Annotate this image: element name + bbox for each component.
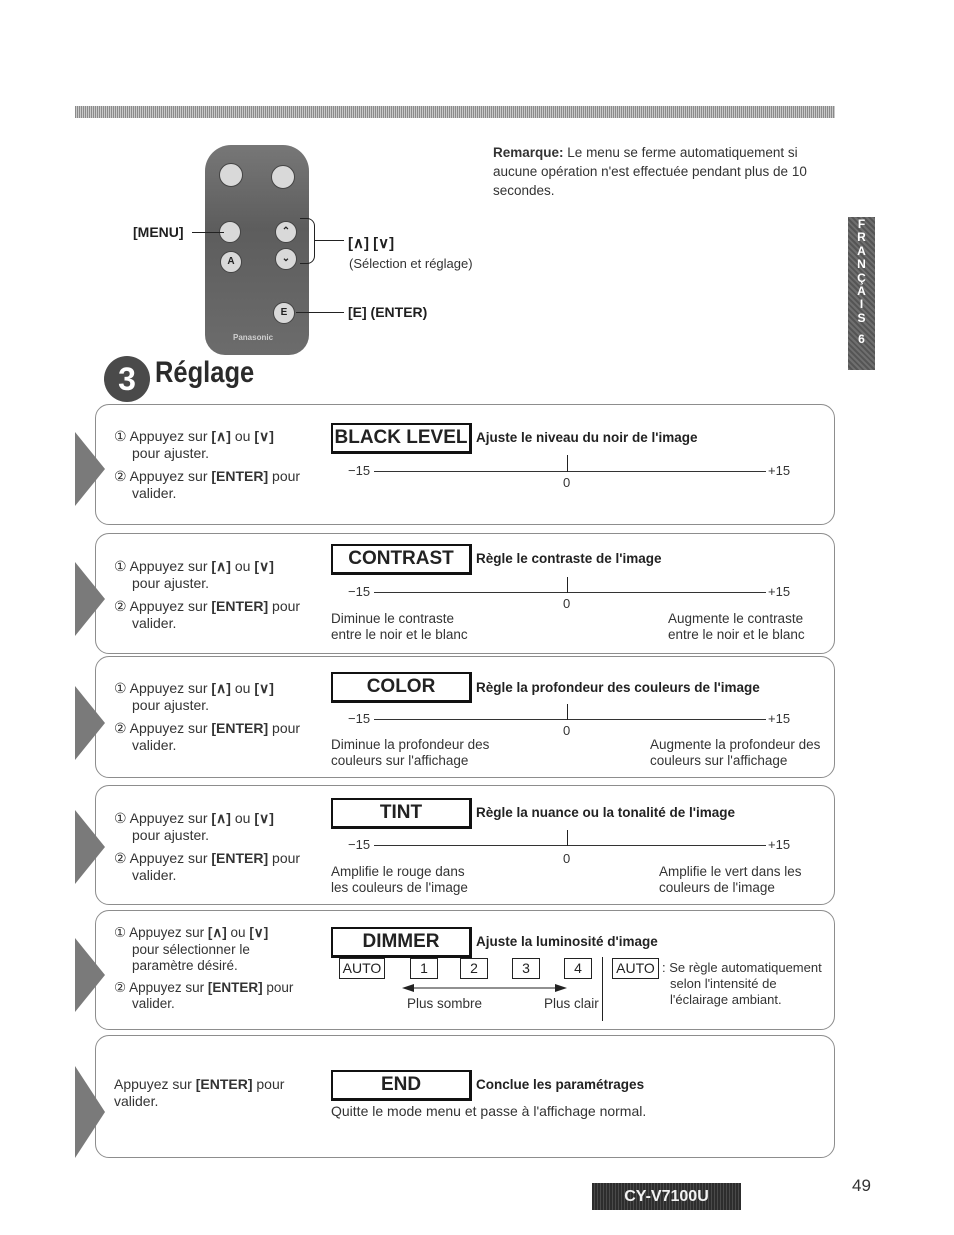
updown-bracket <box>300 218 315 264</box>
end-step-suffix: pour <box>252 1076 285 1092</box>
dimmer-direction-arrow-icon <box>402 982 567 994</box>
step2-prefix: ② Appuyez sur <box>114 468 212 484</box>
key-down: [∨] <box>254 428 274 444</box>
mode-round-button-icon <box>271 165 295 189</box>
model-badge: CY-V7100U <box>592 1183 741 1210</box>
updown-note: (Sélection et réglage) <box>349 256 473 271</box>
key-enter: [ENTER] <box>211 468 269 484</box>
dimmer-desc: Ajuste la luminosité d'image <box>476 934 658 949</box>
tint-left-line2: les couleurs de l'image <box>331 880 468 895</box>
step2-prefix: ② Appuyez sur <box>114 720 212 736</box>
or-text: ou <box>230 558 255 574</box>
tint-left-desc <box>331 864 468 896</box>
side-tab-letter: I <box>859 297 864 312</box>
enter-callout: [E] (ENTER) <box>348 304 428 320</box>
tint-zero-tick <box>567 830 568 846</box>
color-zero-tick <box>567 704 568 720</box>
step2-cont: valider. <box>132 996 175 1011</box>
tint-scale-line <box>374 845 766 846</box>
aspect-button-icon: A <box>220 251 242 273</box>
remark-text: Le menu se ferme automatiquement si aucune opération n'est effectuée pendant plus de 10 secondes. <box>493 145 807 198</box>
key-up: [∧] <box>211 680 231 696</box>
black-level-min: −15 <box>348 463 371 478</box>
dimmer-option-auto: AUTO <box>339 958 385 979</box>
contrast-desc: Règle le contraste de l'image <box>476 551 662 566</box>
side-tab-letter: Ç <box>857 270 866 285</box>
dimmer-option-1: 1 <box>410 958 438 979</box>
step2-suffix: pour <box>268 850 301 866</box>
step2-cont: valider. <box>132 737 177 753</box>
black-level-steps <box>114 428 300 502</box>
side-tab-number: 6 <box>858 332 865 347</box>
dimmer-option-4: 4 <box>564 958 592 979</box>
step-arrow-icon <box>75 938 105 1012</box>
color-desc: Règle la profondeur des couleurs de l'image <box>476 680 760 695</box>
color-max: +15 <box>768 711 791 726</box>
tint-min: −15 <box>348 837 371 852</box>
color-right-line2: couleurs sur l'affichage <box>650 753 788 768</box>
color-zero: 0 <box>563 723 571 738</box>
color-steps <box>114 680 300 754</box>
end-note: Quitte le mode menu et passe à l'affichage normal. <box>331 1103 647 1119</box>
step1-cont: pour ajuster. <box>132 697 210 713</box>
step1-prefix: ① Appuyez sur <box>114 680 212 696</box>
language-side-tab <box>848 217 875 370</box>
menu-callout: [MENU] <box>133 224 184 240</box>
tint-right-desc <box>659 864 802 896</box>
step2-cont: valider. <box>132 867 177 883</box>
color-left-desc <box>331 737 489 769</box>
step-arrow-icon <box>75 686 105 760</box>
key-up: [∧] <box>207 925 227 940</box>
side-tab-letter: A <box>857 243 866 258</box>
step2-cont: valider. <box>132 615 177 631</box>
step1-cont: pour ajuster. <box>132 445 210 461</box>
key-down: [∨] <box>254 558 274 574</box>
dimmer-label: DIMMER <box>331 927 472 958</box>
dimmer-auto-note-line1: : Se règle automatiquement <box>662 960 822 975</box>
step2-prefix: ② Appuyez sur <box>114 979 208 995</box>
color-right-line1: Augmente la profondeur des <box>650 737 821 752</box>
step1-prefix: ① Appuyez sur <box>114 810 212 826</box>
color-right-desc <box>650 737 820 769</box>
step1-prefix: ① Appuyez sur <box>114 428 212 444</box>
contrast-min: −15 <box>348 584 371 599</box>
side-tab-letter: S <box>857 310 866 325</box>
up-button-icon: ⌃ <box>275 221 297 243</box>
contrast-right-desc <box>668 611 805 643</box>
color-left-line1: Diminue la profondeur des <box>331 737 490 752</box>
key-enter: [ENTER] <box>195 1076 253 1092</box>
key-enter: [ENTER] <box>211 720 269 736</box>
step2-cont: valider. <box>132 485 177 501</box>
step2-suffix: pour <box>262 979 294 995</box>
or-text: ou <box>230 428 255 444</box>
remark <box>493 143 823 200</box>
dimmer-auto-box: AUTO <box>612 958 659 979</box>
end-desc: Conclue les paramétrages <box>476 1077 645 1092</box>
dimmer-option-3: 3 <box>512 958 540 979</box>
or-text: ou <box>230 680 255 696</box>
key-down: [∨] <box>249 925 269 940</box>
contrast-left-line1: Diminue le contraste <box>331 611 455 626</box>
tint-right-line2: couleurs de l'image <box>659 880 775 895</box>
tint-left-line1: Amplifie le rouge dans <box>331 864 465 879</box>
color-left-line2: couleurs sur l'affichage <box>331 753 469 768</box>
color-min: −15 <box>348 711 371 726</box>
dimmer-darker: Plus sombre <box>407 996 483 1011</box>
remote-control <box>205 145 309 355</box>
step-arrow-icon <box>75 1066 105 1158</box>
key-down: [∨] <box>254 810 274 826</box>
black-level-label: BLACK LEVEL <box>331 423 472 454</box>
side-tab-letter: F <box>857 217 866 231</box>
section-number-icon: 3 <box>104 356 150 402</box>
key-enter: [ENTER] <box>211 598 269 614</box>
side-tab-letter: N <box>857 257 866 272</box>
end-step-cont: valider. <box>114 1093 159 1109</box>
step-arrow-icon <box>75 432 105 506</box>
side-tab-letter: A <box>857 284 866 299</box>
or-text: ou <box>226 925 250 940</box>
page-number: 49 <box>852 1176 871 1195</box>
tint-steps <box>114 810 300 884</box>
step2-suffix: pour <box>268 598 301 614</box>
contrast-zero: 0 <box>563 596 571 611</box>
menu-leader-line <box>192 232 224 233</box>
key-enter: [ENTER] <box>207 979 263 995</box>
tint-right-line1: Amplifie le vert dans les <box>659 864 802 879</box>
remark-title: Remarque: <box>493 145 564 160</box>
black-level-zero: 0 <box>563 475 571 490</box>
tint-zero: 0 <box>563 851 571 866</box>
step1-prefix: ① Appuyez sur <box>114 558 212 574</box>
side-tab-letter: R <box>857 230 866 245</box>
tint-desc: Règle la nuance ou la tonalité de l'image <box>476 805 736 820</box>
dimmer-auto-note-line3: l'éclairage ambiant. <box>670 992 782 1007</box>
step1-cont2: paramètre désiré. <box>132 958 238 973</box>
menu-round-button-icon <box>219 163 243 187</box>
black-level-desc: Ajuste le niveau du noir de l'image <box>476 430 698 445</box>
end-label: END <box>331 1070 472 1101</box>
dimmer-auto-note-line2: selon l'intensité de <box>670 976 777 991</box>
updown-callout: [∧] [∨] <box>348 235 395 252</box>
contrast-max: +15 <box>768 584 791 599</box>
updown-leader-line <box>314 240 344 241</box>
tint-max: +15 <box>768 837 791 852</box>
step1-cont: pour sélectionner le <box>132 941 250 957</box>
contrast-left-line2: entre le noir et le blanc <box>331 627 468 642</box>
brand-logo: Panasonic <box>233 333 274 342</box>
dimmer-brighter: Plus clair <box>544 996 599 1011</box>
key-up: [∧] <box>211 810 231 826</box>
black-level-max: +15 <box>768 463 791 478</box>
contrast-scale-line <box>374 592 766 593</box>
dimmer-auto-note <box>662 960 822 1008</box>
enter-leader-line <box>296 312 344 313</box>
contrast-right-line1: Augmente le contraste <box>668 611 804 626</box>
key-up: [∧] <box>211 558 231 574</box>
black-level-scale-line <box>374 471 766 472</box>
contrast-left-desc <box>331 611 468 643</box>
step-arrow-icon <box>75 810 105 884</box>
contrast-right-line2: entre le noir et le blanc <box>668 627 805 642</box>
dimmer-divider <box>602 957 603 1021</box>
contrast-steps <box>114 558 300 632</box>
dimmer-steps <box>114 925 293 1013</box>
step2-prefix: ② Appuyez sur <box>114 850 212 866</box>
black-level-zero-tick <box>567 455 568 472</box>
dimmer-option-2: 2 <box>460 958 488 979</box>
contrast-zero-tick <box>567 577 568 593</box>
step1-prefix: ① Appuyez sur <box>114 925 208 940</box>
step-arrow-icon <box>75 562 105 636</box>
color-label: COLOR <box>331 672 472 703</box>
step2-suffix: pour <box>268 720 301 736</box>
section-title: Réglage <box>155 356 255 389</box>
step1-cont: pour ajuster. <box>132 827 210 843</box>
step2-prefix: ② Appuyez sur <box>114 598 212 614</box>
key-enter: [ENTER] <box>211 850 269 866</box>
header-rule <box>75 106 835 118</box>
step1-cont: pour ajuster. <box>132 575 210 591</box>
step2-suffix: pour <box>268 468 301 484</box>
color-scale-line <box>374 719 766 720</box>
key-up: [∧] <box>211 428 231 444</box>
end-step-prefix: Appuyez sur <box>114 1076 196 1092</box>
key-down: [∨] <box>254 680 274 696</box>
or-text: ou <box>230 810 255 826</box>
enter-button-icon: E <box>273 302 295 324</box>
contrast-label: CONTRAST <box>331 544 472 575</box>
tint-label: TINT <box>331 798 472 829</box>
down-button-icon: ⌄ <box>275 248 297 270</box>
end-steps <box>114 1076 284 1110</box>
